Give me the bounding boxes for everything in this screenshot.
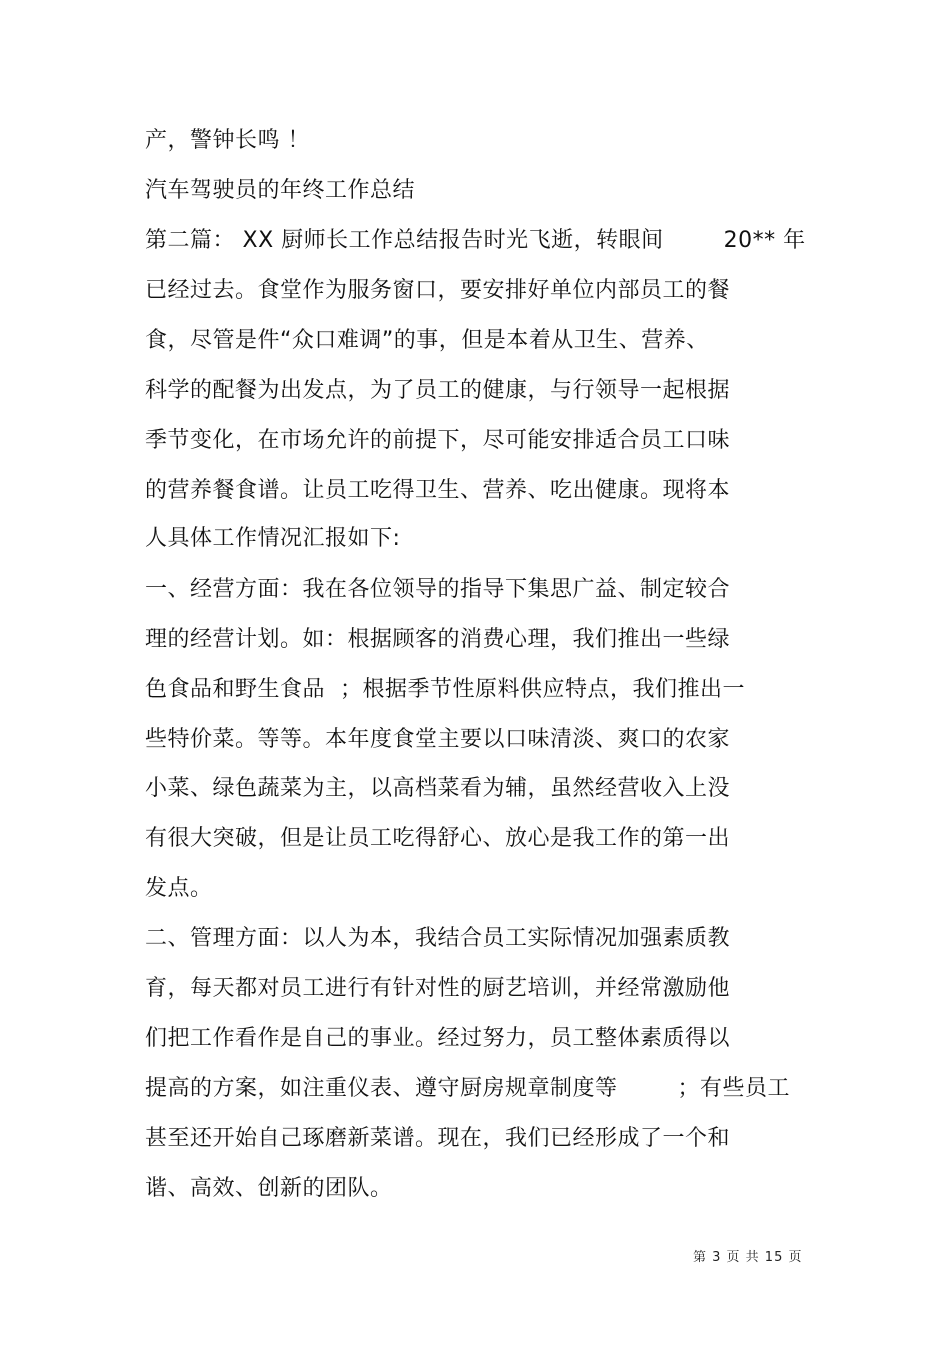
text-line: 理的经营计划。如：根据顾客的消费心理，我们推出一些绿 [145,627,731,652]
text-line: 已经过去。食堂作为服务窗口，要安排好单位内部员工的餐 [145,278,731,303]
text-line: 有很大突破，但是让员工吃得舒心、放心是我工作的第一出 [145,826,731,851]
text-line: 汽车驾驶员的年终工作总结 [145,178,416,203]
text-line: 人具体工作情况汇报如下: [145,526,401,551]
text-line: 们把工作看作是自己的事业。经过努力，员工整体素质得以 [145,1026,731,1051]
text-line: 科学的配餐为出发点，为了员工的健康，与行领导一起根据 [145,378,731,403]
page-number-footer: 第 3 页 共 15 页 [693,1250,803,1265]
text-line: 一、经营方面：我在各位领导的指导下集思广益、制定较合 [145,577,731,602]
text-line: 甚至还开始自己琢磨新菜谱。现在，我们已经形成了一个和 [145,1126,731,1151]
text-line: 些特价菜。等等。本年度食堂主要以口味清淡、爽口的农家 [145,727,731,752]
text-line: 第二篇： XX 厨师长工作总结报告时光飞逝，转眼间 20** 年 [145,228,806,253]
text-line: 育，每天都对员工进行有针对性的厨艺培训，并经常激励他 [145,976,731,1001]
text-line: 小菜、绿色蔬菜为主，以高档菜看为辅，虽然经营收入上没 [145,776,731,801]
text-line: 二、管理方面：以人为本，我结合员工实际情况加强素质教 [145,926,731,951]
text-line: 食，尽管是件“众口难调”的事，但是本着从卫生、营养、 [145,328,709,353]
text-line: 谐、高效、创新的团队。 [145,1176,393,1201]
text-line: 发点。 [145,876,213,901]
text-line: 色食品和野生食品 ；根据季节性原料供应特点，我们推出一 [145,677,745,702]
text-line: 季节变化，在市场允许的前提下，尽可能安排适合员工口味 [145,428,731,453]
text-line: 产，警钟长鸣 ！ [145,128,310,153]
text-line: 的营养餐食谱。让员工吃得卫生、营养、吃出健康。现将本 [145,478,731,503]
text-line: 提高的方案，如注重仪表、遵守厨房规章制度等 ；有些员工 [145,1076,790,1101]
